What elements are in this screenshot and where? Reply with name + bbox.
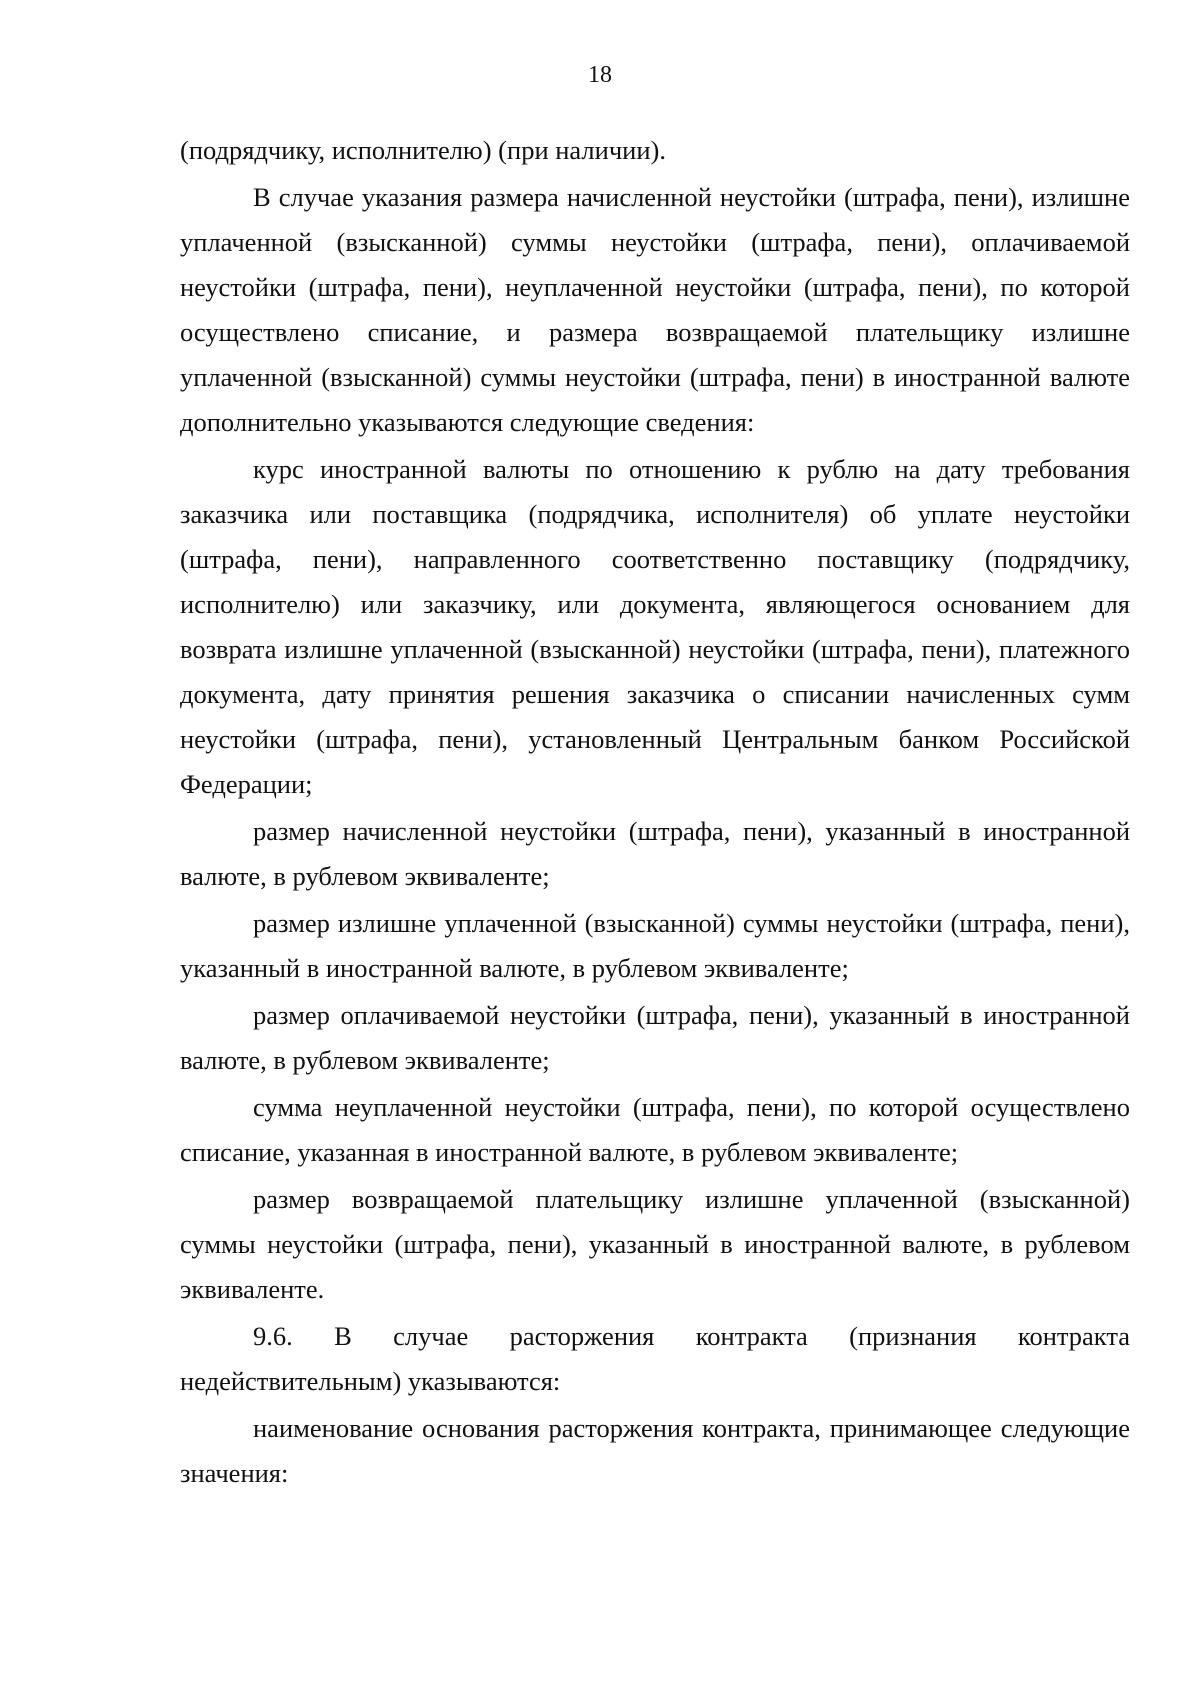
paragraph: размер излишне уплаченной (взысканной) суммы неустойки (штрафа, пени), указанный в иностранной валюте, в рублевом эквиваленте; [180,908,1130,983]
paragraph: (подрядчику, исполнителю) (при наличии). [180,135,666,165]
paragraph: размер начисленной неустойки (штрафа, пени), указанный в иностранной валюте, в рублевом эквиваленте; [180,816,1130,891]
page-number: 18 [588,62,612,88]
paragraph: В случае указания размера начисленной неустойки (штрафа, пени), излишне уплаченной (взысканной) суммы неустойки (штрафа, пени), оплачиваемой неустойки (штрафа, пени), неуплаченной неустойки (штрафа, пени), по которой осуществлено списание, и размера возвращаемой плательщику излишне уплаченной (взысканной) суммы неустойки (штрафа, пени) в иностранной валюте дополнительно указываются следующие сведения: [180,182,1130,437]
document-body [180,128,1130,1496]
paragraph: сумма неуплаченной неустойки (штрафа, пени), по которой осуществлено списание, указанная в иностранной валюте, в рублевом эквиваленте; [180,1092,1130,1167]
paragraph: 9.6. В случае расторжения контракта (признания контракта недействительным) указываются: [180,1321,1130,1396]
paragraph: размер оплачиваемой неустойки (штрафа, пени), указанный в иностранной валюте, в рублевом эквиваленте; [180,1000,1130,1075]
paragraph: курс иностранной валюты по отношению к рублю на дату требования заказчика или поставщика (подрядчика, исполнителя) об уплате неустойки (штрафа, пени), направленного соответственно поставщику (подрядчику, исполнителю) или заказчику, или документа, являющегося основанием для возврата излишне уплаченной (взысканной) неустойки (штрафа, пени), платежного документа, дату принятия решения заказчика о списании начисленных сумм неустойки (штрафа, пени), установленный Центральным банком Российской Федерации; [180,454,1130,799]
paragraph: размер возвращаемой плательщику излишне уплаченной (взысканной) суммы неустойки (штрафа, пени), указанный в иностранной валюте, в рублевом эквиваленте. [180,1184,1130,1304]
paragraph: наименование основания расторжения контракта, принимающее следующие значения: [180,1413,1130,1488]
